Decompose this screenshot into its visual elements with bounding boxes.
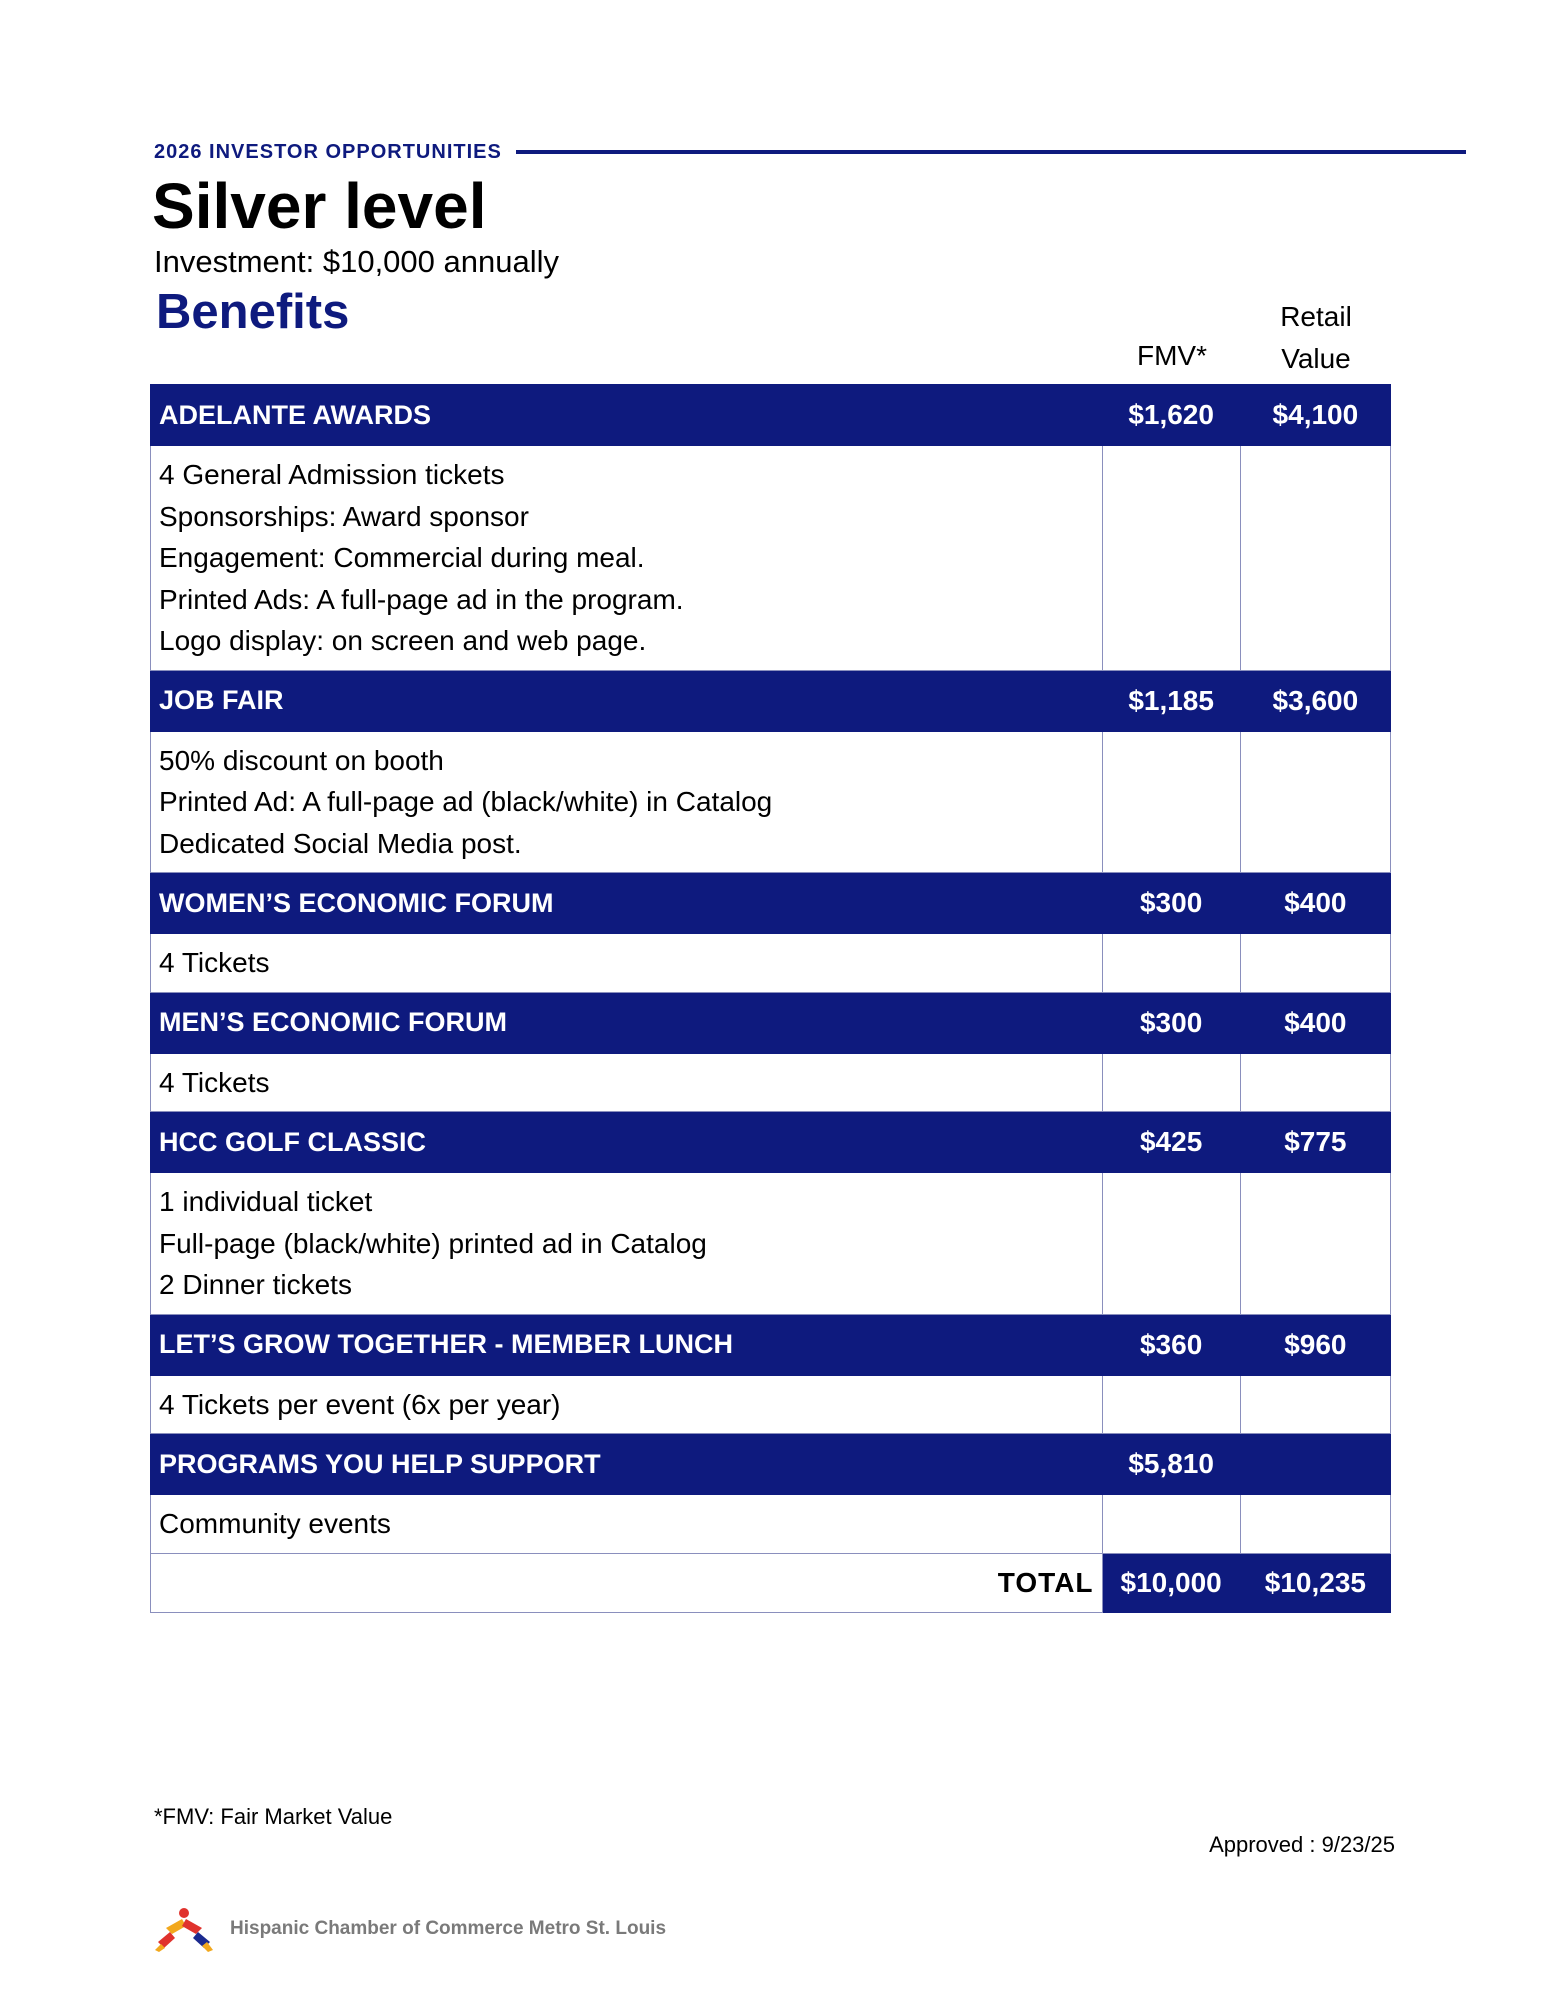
benefit-item: 4 Tickets per event (6x per year) [159,1388,561,1420]
benefit-item: Dedicated Social Media post. [159,827,522,859]
section-header-row [151,873,1391,934]
empty-fmv-cell [1102,1053,1240,1112]
section-header-row [151,1112,1391,1173]
section-header-row [151,670,1391,731]
retail-column-label [1241,296,1391,380]
benefit-item: Printed Ad: A full-page ad (black/white) in Catalog [159,786,773,817]
benefit-item: Engagement: Commercial during meal. [159,542,645,573]
section-items-row [151,1495,1391,1554]
benefit-item: 2 Dinner tickets [159,1269,352,1300]
section-items [151,934,1103,993]
section-retail-value: $3,600 [1240,670,1390,731]
section-fmv-value: $300 [1102,873,1240,934]
empty-retail-cell [1240,731,1390,873]
eyebrow-rule [516,150,1466,154]
total-fmv-value: $10,000 [1102,1553,1240,1612]
total-label: TOTAL [151,1553,1103,1612]
section-name: JOB FAIR [151,670,1103,731]
approved-date: Approved : 9/23/25 [1209,1832,1395,1857]
section-header-row [151,992,1391,1053]
benefit-item: 1 individual ticket [159,1186,373,1217]
section-fmv-value: $1,185 [1102,670,1240,731]
page-title: Silver level [152,170,487,242]
section-items [151,1053,1103,1112]
section-items-row [151,1173,1391,1315]
total-retail-value: $10,235 [1240,1553,1390,1612]
empty-retail-cell [1240,1173,1390,1315]
section-fmv-value: $425 [1102,1112,1240,1173]
section-retail-value [1240,1434,1390,1495]
section-fmv-value: $360 [1102,1314,1240,1375]
benefit-item: Full-page (black/white) printed ad in Catalog [159,1227,707,1259]
empty-retail-cell [1240,1375,1390,1434]
footer-org-name: Hispanic Chamber of Commerce Metro St. Louis [230,1918,667,1939]
section-retail-value: $775 [1240,1112,1390,1173]
section-retail-value: $400 [1240,873,1390,934]
benefit-item: Community events [159,1508,391,1539]
total-row [151,1553,1391,1612]
section-items [151,446,1103,671]
eyebrow-row [154,137,1466,167]
section-items [151,1495,1103,1554]
section-items [151,1173,1103,1315]
benefit-item: 50% discount on booth [159,744,444,776]
section-items-row [151,446,1391,671]
empty-retail-cell [1240,1495,1390,1554]
section-name: LET’S GROW TOGETHER - MEMBER LUNCH [151,1314,1103,1375]
section-header-row [151,1314,1391,1375]
eyebrow-text: 2026 INVESTOR OPPORTUNITIES [154,140,502,163]
section-retail-value: $400 [1240,992,1390,1053]
section-fmv-value: $5,810 [1102,1434,1240,1495]
section-name: MEN’S ECONOMIC FORUM [151,992,1103,1053]
benefits-heading: Benefits [156,285,350,339]
section-name: PROGRAMS YOU HELP SUPPORT [151,1434,1103,1495]
section-name: ADELANTE AWARDS [151,385,1103,446]
hcc-logo-icon [152,1906,216,1952]
benefit-item: 4 General Admission tickets [159,459,505,490]
benefit-item: 4 Tickets [159,947,270,978]
section-items [151,731,1103,873]
investment-line: Investment: $10,000 annually [154,244,559,279]
footnote: *FMV: Fair Market Value [154,1804,393,1829]
section-retail-value: $960 [1240,1314,1390,1375]
benefit-item: Logo display: on screen and web page. [159,625,647,656]
empty-retail-cell [1240,446,1390,671]
section-header-row [151,1434,1391,1495]
section-items-row [151,1375,1391,1434]
section-items [151,1375,1103,1434]
footer [152,1906,666,1952]
section-name: WOMEN’S ECONOMIC FORUM [151,873,1103,934]
benefit-item: 4 Tickets [159,1066,270,1098]
empty-fmv-cell [1102,446,1240,671]
benefit-item: Printed Ads: A full-page ad in the program. [159,583,684,615]
empty-fmv-cell [1102,1495,1240,1554]
section-fmv-value: $1,620 [1102,385,1240,446]
section-fmv-value: $300 [1102,992,1240,1053]
empty-retail-cell [1240,1053,1390,1112]
empty-retail-cell [1240,934,1390,993]
section-items-row [151,934,1391,993]
empty-fmv-cell [1102,1173,1240,1315]
section-items-row [151,1053,1391,1112]
fmv-column-label: FMV* [1137,340,1207,371]
empty-fmv-cell [1102,1375,1240,1434]
retail-label-line-2: Value [1281,343,1351,374]
empty-fmv-cell [1102,731,1240,873]
benefits-table [150,384,1391,1613]
section-name: HCC GOLF CLASSIC [151,1112,1103,1173]
section-header-row [151,385,1391,446]
empty-fmv-cell [1102,934,1240,993]
section-items-row [151,731,1391,873]
section-retail-value: $4,100 [1240,385,1390,446]
benefit-item: Sponsorships: Award sponsor [159,500,529,532]
retail-label-line-1: Retail [1280,301,1352,332]
